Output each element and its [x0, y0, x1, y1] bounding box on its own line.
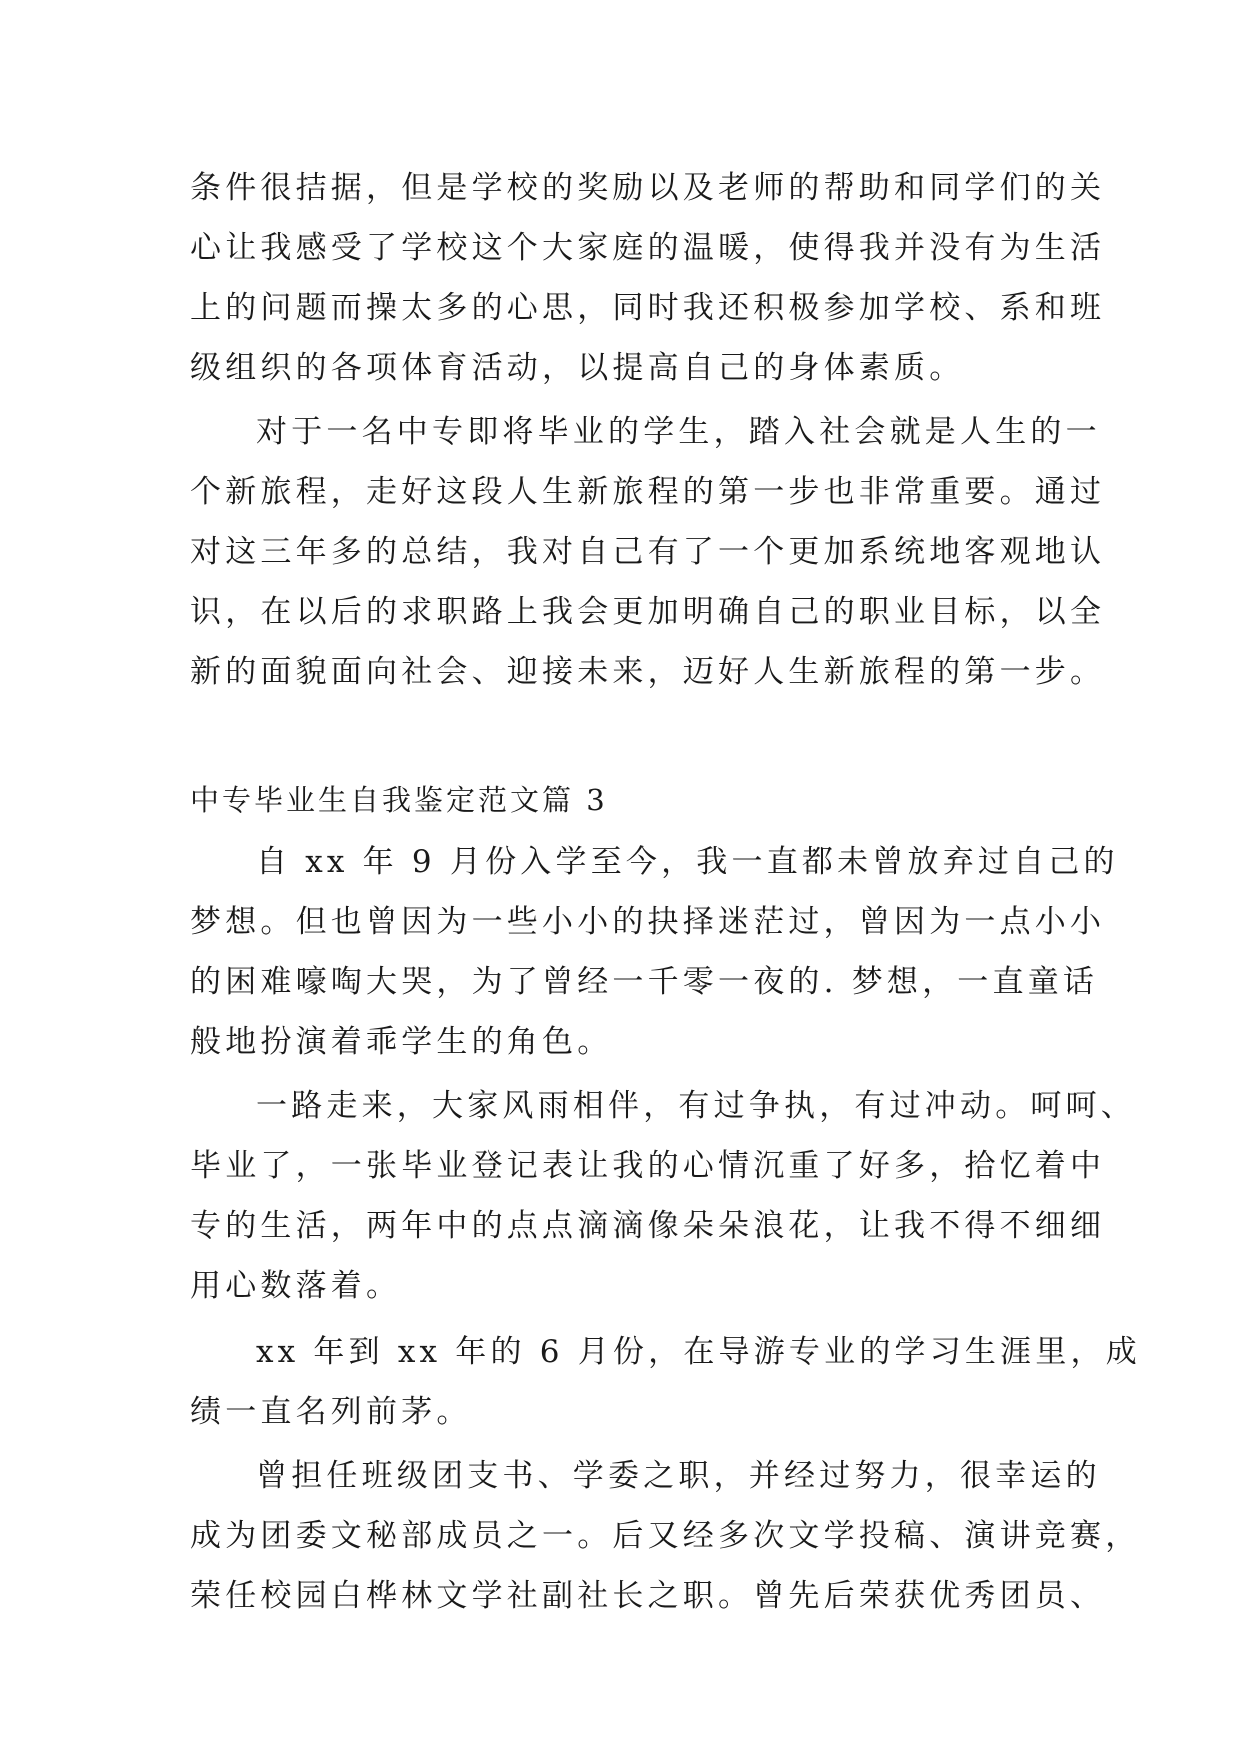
text-line: 上的问题而操太多的心思，同时我还积极参加学校、系和班 [190, 290, 1106, 326]
text-line: 荣任校园白桦林文学社副社长之职。曾先后荣获优秀团员、 [190, 1578, 1106, 1614]
text-line: 对于一名中专即将毕业的学生，踏入社会就是人生的一 [256, 414, 1101, 450]
text-line: 对这三年多的总结，我对自己有了一个更加系统地客观地认 [190, 534, 1106, 570]
text-line: 心让我感受了学校这个大家庭的温暖，使得我并没有为生活 [190, 230, 1106, 266]
text-line: 梦想。但也曾因为一些小小的抉择迷茫过，曾因为一点小小 [190, 904, 1106, 940]
text-line: 绩一直名列前茅。 [190, 1394, 472, 1430]
text-line: 个新旅程，走好这段人生新旅程的第一步也非常重要。通过 [190, 474, 1106, 510]
text-line: 新的面貌面向社会、迎接未来，迈好人生新旅程的第一步。 [190, 654, 1106, 690]
text-line: 条件很拮据，但是学校的奖励以及老师的帮助和同学们的关 [190, 170, 1106, 206]
text-line: 一路走来，大家风雨相伴，有过争执，有过冲动。呵呵、 [256, 1088, 1136, 1124]
text-line: 自 xx 年 9 月份入学至今，我一直都未曾放弃过自己的 [256, 844, 1119, 880]
text-line: xx 年到 xx 年的 6 月份，在导游专业的学习生涯里，成 [256, 1334, 1141, 1370]
text-line: 识，在以后的求职路上我会更加明确自己的职业目标，以全 [190, 594, 1106, 630]
text-line: 般地扮演着乖学生的角色。 [190, 1024, 613, 1060]
text-line: 的困难嚎啕大哭，为了曾经一千零一夜的. 梦想，一直童话 [190, 964, 1099, 1000]
text-line: 专的生活，两年中的点点滴滴像朵朵浪花，让我不得不细细 [190, 1208, 1106, 1244]
text-line: 用心数落着。 [190, 1268, 402, 1304]
text-line: 毕业了，一张毕业登记表让我的心情沉重了好多，拾忆着中 [190, 1148, 1106, 1184]
text-line: 曾担任班级团支书、学委之职，并经过努力，很幸运的 [256, 1458, 1101, 1494]
section-heading: 中专毕业生自我鉴定范文篇 3 [190, 783, 608, 817]
text-line: 级组织的各项体育活动，以提高自己的身体素质。 [190, 350, 965, 386]
text-line: 成为团委文秘部成员之一。后又经多次文学投稿、演讲竞赛， [190, 1518, 1141, 1554]
